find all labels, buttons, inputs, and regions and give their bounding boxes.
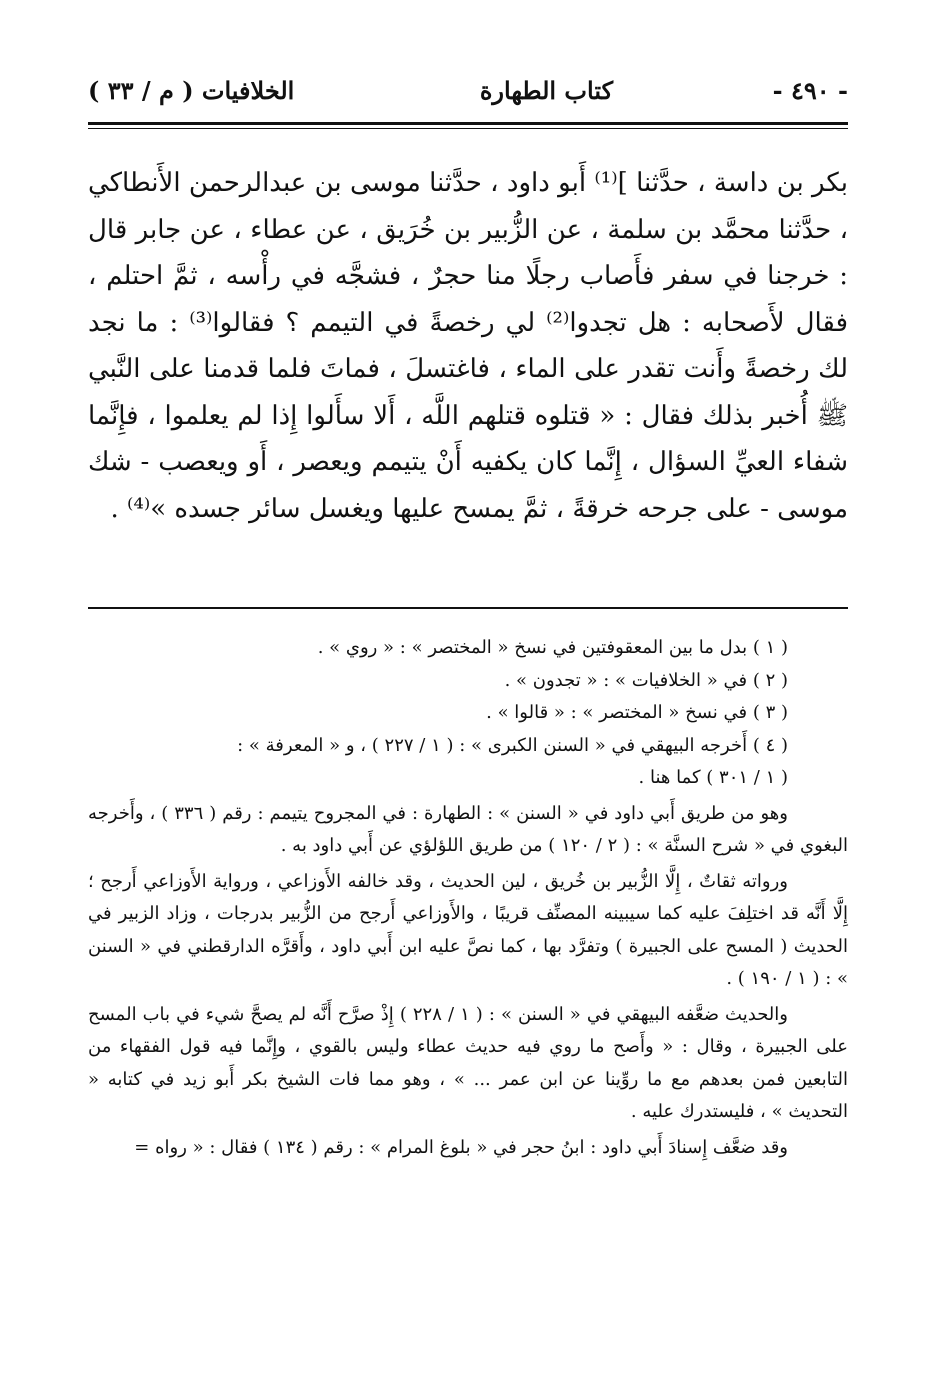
main-text xyxy=(88,160,848,532)
footnote-4-continued: ( ١ / ٣٠١ ) كما هنا . xyxy=(638,767,788,788)
notes-paragraph-3: والحديث ضعَّفه البيهقي في « السنن » : ( ١ / ٢٢٨ ) إِذْ صرَّح أَنَّه لم يصحَّ شيء في باب المسح على الجبيرة ، وقال : « وأَصح ما روي فيه حديث عطاء وليس بالقوي ، وإِنَّما فيه قول الفقهاء من التابعين فمن بعدهم مع ما روِّينا عن ابن عمر ... » ، وهو مما فات الشيخ بكر أَبو زيد في كتابه « التحديث » ، فليستدرك عليه . xyxy=(88,1003,848,1122)
header-rule-thin xyxy=(88,128,848,129)
notes-paragraph-1: وهو من طريق أَبي داود في « السنن » : الطهارة : في المجروح يتيمم : رقم ( ٣٣٦ ) ، وأَخرجه البغوي في « شرح السنَّة » : ( ٢ / ١٢٠ ) من طريق اللؤلؤي عن أَبي داود به . xyxy=(88,802,848,856)
page-number: - ٤٩٠ - xyxy=(772,76,848,105)
footnote-2: ( ٢ ) في « الخلافيات » : « تجدون » . xyxy=(504,669,788,691)
page-header xyxy=(88,72,848,112)
part-label: الخلافيات ( م / ٣٣ ) xyxy=(88,76,295,105)
footnote-3: ( ٣ ) في نسخ « المختصر » : « قالوا » . xyxy=(486,702,788,723)
footnote-1: ( ١ ) بدل ما بين المعقوفتين في نسخ « المختصر » : « روي » . xyxy=(317,637,788,658)
book-title: كتاب الطهارة xyxy=(479,76,613,105)
notes-paragraph-2: ورواته ثقاتٌ ، إِلَّا الزُّبير بن خُريق ، لين الحديث ، وقد خالفه الأَوزاعي ، ورواية الأَوزاعي أَرجح ؛ إِلَّا أَنَّه قد اختلِفَ عليه كما سيبينه المصنِّف قريبًا ، والأَوزاعي أَرجح من الزُّبير بدرجات ، وزاد الزبير في الحديث ( المسح على الجبيرة ) وتفرَّد بها ، كما نصَّ عليه ابن أَبي داود ، وأَقرَّه الدارقطني في « السنن » : ( ١ / ١٩٠ ) . xyxy=(88,870,848,989)
header-rule-thick xyxy=(88,122,848,125)
notes-paragraph-4: وقد ضعَّف إِسنادَ أَبي داود : ابنُ حجر في « بلوغ المرام » : رقم ( ١٣٤ ) فقال : « رواه = xyxy=(134,1136,788,1158)
footnote-4: ( ٤ ) أَخرجه البيهقي في « السنن الكبرى » : ( ١ / ٢٢٧ ) ، و « المعرفة » : xyxy=(237,734,788,756)
footnotes xyxy=(88,632,848,1164)
footnote-separator xyxy=(88,607,848,609)
main-paragraph: بكر بن داسة ، حدَّثنا ]⁽¹⁾ أَبو داود ، حدَّثنا موسى بن عبدالرحمن الأَنطاكي ، حدَّثنا محمَّد بن سلمة ، عن الزُّبير بن خُرَيق ، عن عطاء ، عن جابر قال : خرجنا في سفر فأَصاب رجلًا منا حجرٌ ، فشجَّه في رأْسه ، ثمَّ احتلم ، فقال لأَصحابه : هل تجدوا⁽²⁾ لي رخصةً في التيمم ؟ فقالوا⁽³⁾ : ما نجد لك رخصةً وأَنت تقدر على الماء ، فاغتسلَ ، فماتَ فلما قدمنا على النَّبي ﷺ أُخبر بذلك فقال : « قتلوه قتلهم اللَّه ، أَلا سأَلوا إِذا لم يعلموا ، فإِنَّما شفاء العيِّ السؤال ، إِنَّما كان يكفيه أَنْ يتيمم ويعصر ، أَو ويعصب - شك موسى - على جرحه خرقةً ، ثمَّ يمسح عليها ويغسل سائر جسده »⁽⁴⁾ . xyxy=(88,168,849,524)
